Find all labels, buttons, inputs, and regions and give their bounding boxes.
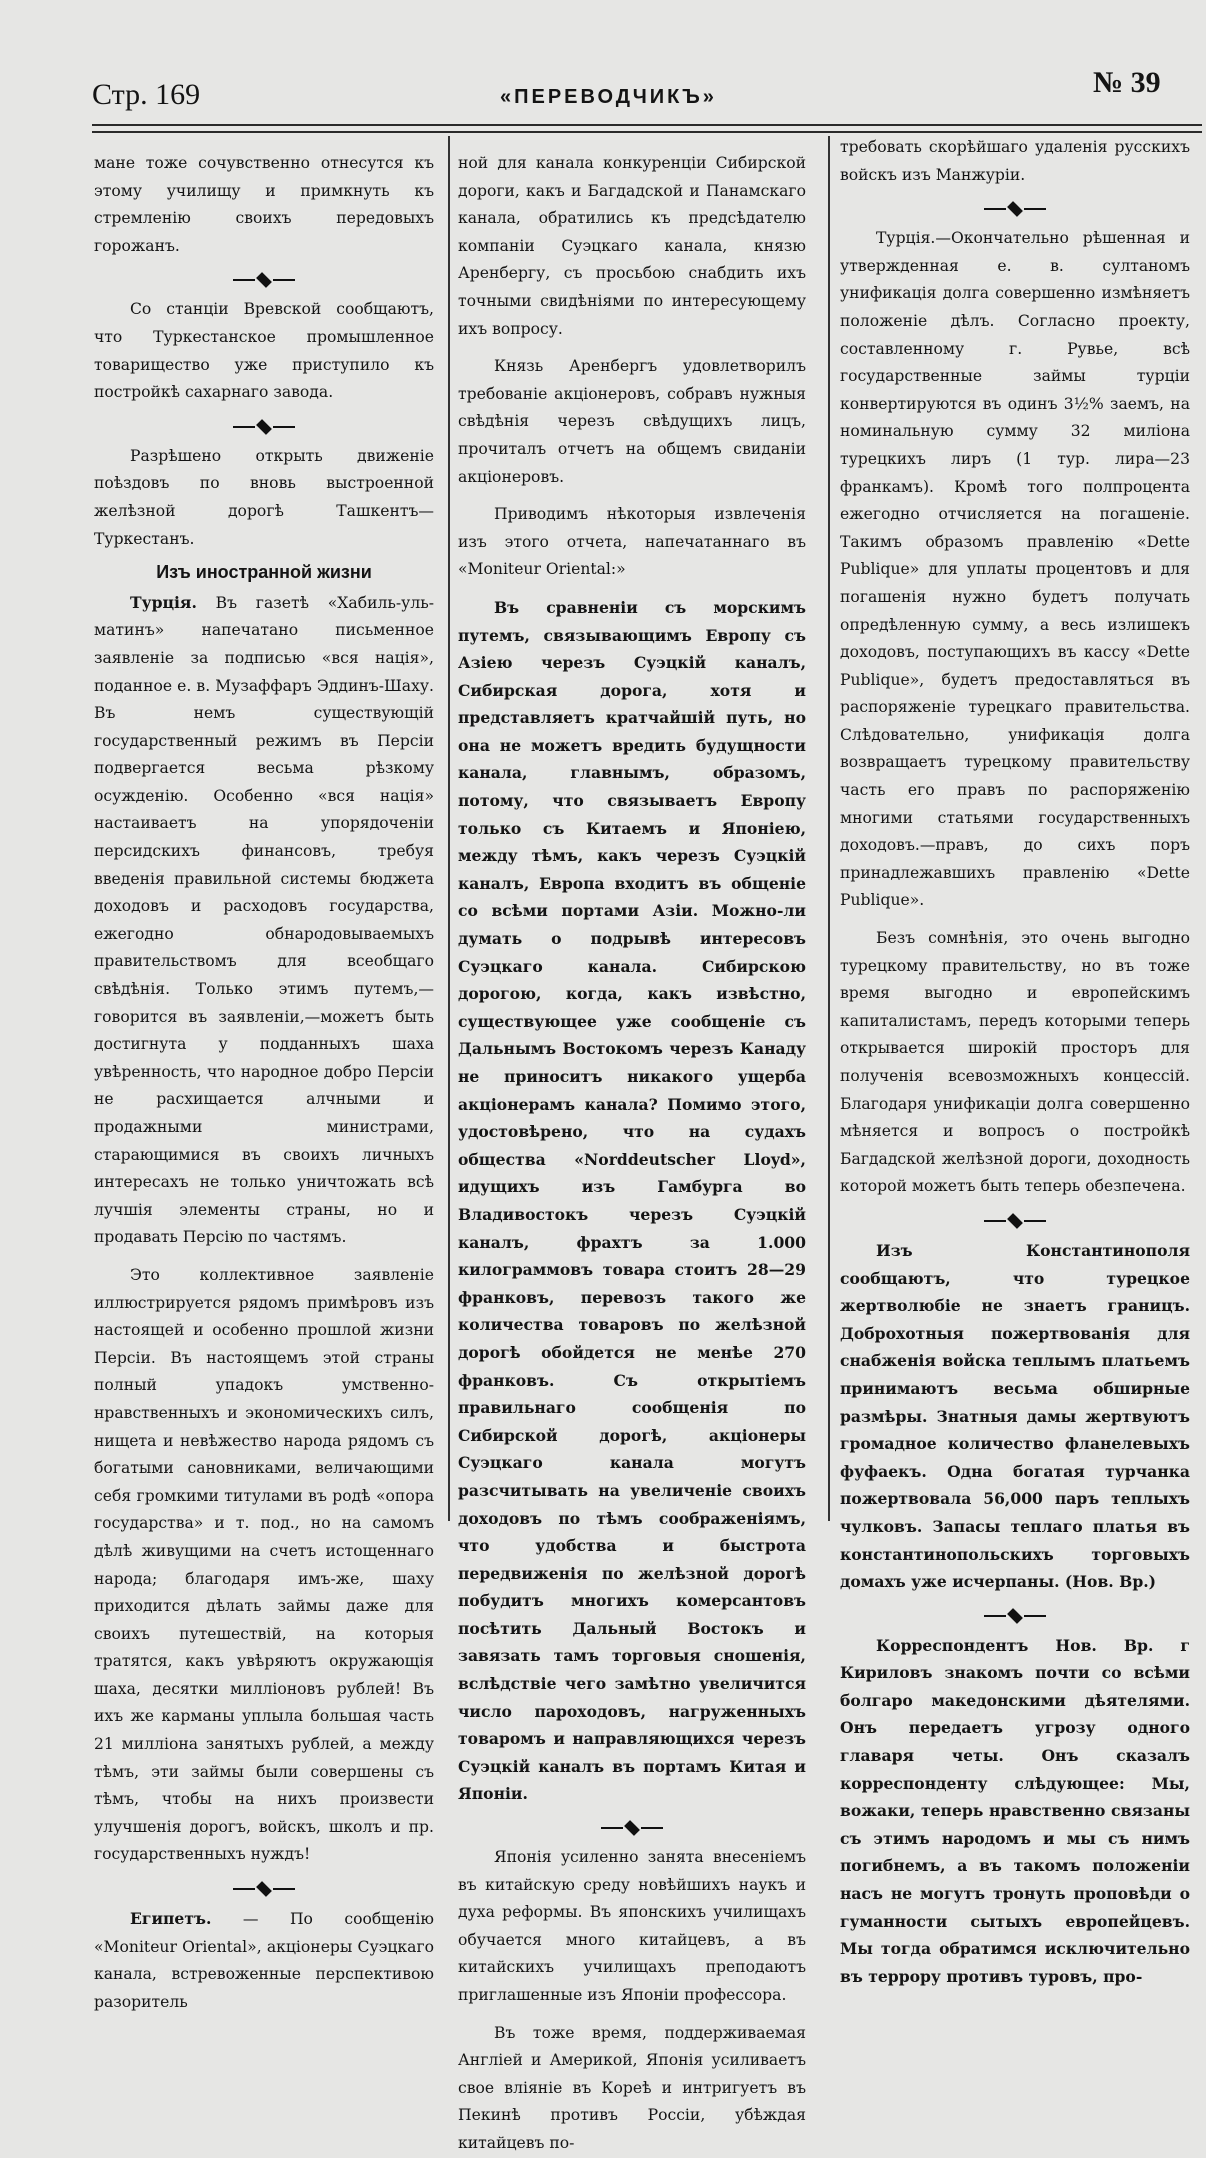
issue-number: № 39 bbox=[1093, 66, 1161, 99]
article-text: требовать скорѣйшаго удаленія русскихъ войскъ изъ Манжуріи. bbox=[840, 138, 1190, 184]
article-lead: Турція. bbox=[130, 592, 197, 612]
column-divider-1 bbox=[448, 136, 450, 1521]
article-paragraph bbox=[840, 1237, 1190, 1596]
article-paragraph bbox=[458, 594, 806, 1808]
newspaper-title: «ПЕРЕВОДЧИКЪ» bbox=[500, 86, 717, 108]
section-divider-ornament bbox=[94, 1875, 434, 1901]
article-paragraph bbox=[458, 150, 806, 343]
article-paragraph bbox=[840, 134, 1190, 189]
article-text: Турція.—Окончательно рѣшенная и утвержденная е. в. султаномъ унификація долга совершенно измѣняетъ положеніе дѣлъ. Согласно проекту, составленному г. Рувье, всѣ государственные займы турціи конвертируются въ одинъ 3½% заемъ, на номинальную сумму 32 миліона турецкихъ лиръ (1 тур. лира—23 франкамъ). Кромѣ того полпроцента ежегодно отчисляется на погашеніе. Такимъ образомъ правленію «Dette Publique» для уплаты процентовъ и для погашенія нужно будетъ получать опредѣленную сумму, а весь излишекъ доходовъ, поступающихъ въ кассу «Dette Publique», будетъ предоставляться въ распоряженіе турецкаго правительства. Слѣдовательно, унификація долга возвращаетъ турецкому правительству часть его правъ по распоряженію многими статьями государственныхъ доходовъ.—правъ, до сихъ поръ принадлежавшихъ правленію «Dette Publique». bbox=[840, 229, 1190, 910]
diamond-icon bbox=[256, 1881, 272, 1897]
article-text: Въ тоже время, поддерживаемая Англіей и Америкой, Японія усиливаетъ свое вліяніе въ Кореѣ и интригуетъ въ Пекинѣ противъ Россіи, убѣждая китайцевъ по- bbox=[458, 2023, 806, 2152]
article-text: Это коллективное заявленіе иллюстрируется рядомъ примѣровъ изъ настоящей и особенно прошлой жизни Персіи. Въ настоящемъ этой страны полный упадокъ умственно-нравственныхъ и экономическихъ силъ, нищета и невѣжество народа рядомъ съ богатыми сановниками, величающими себя громкими титулами въ родѣ «опора государства» и т. под., но на самомъ дѣлѣ живущими на счетъ истощеннаго народа; благодаря имъ-же, шаху приходится дѣлать займы даже для своихъ путешествій, на которыя тратятся, какъ увѣряютъ окружающія шаха, десятки милліоновъ рублей! Въ ихъ же карманы уплыла большая часть 21 милліона занятыхъ рублей, а между тѣмъ, эти займы были совершены съ тѣмъ, чтобы на нихъ произвести улучшенія дорогъ, войскъ, школъ и пр. государственныхъ нуждъ! bbox=[94, 1265, 434, 1864]
article-paragraph bbox=[840, 225, 1190, 915]
article-paragraph bbox=[94, 150, 434, 260]
section-divider-ornament bbox=[94, 266, 434, 292]
diamond-icon bbox=[256, 272, 272, 288]
article-text: Разрѣшено открыть движеніе поѣздовъ по вновь выстроенной желѣзной дорогѣ Ташкентъ—Туркестанъ. bbox=[94, 446, 434, 548]
article-text: — По сообщенію «Moniteur Oriental», акціонеры Суэцкаго канала, встревоженные перспективою разоритель bbox=[94, 1910, 434, 2011]
column-2 bbox=[458, 150, 806, 2158]
article-text: Безъ сомнѣнія, это очень выгодно турецкому правительству, но въ тоже время выгодно и европейскимъ капиталистамъ, передъ которыми теперь открывается широкій просторъ для полученія всевозможныхъ концессій. Благодаря унификаціи долга совершенно мѣняется и вопросъ о постройкѣ Багдадской желѣзной дороги, доходность которой можетъ быть теперь обезпечена. bbox=[840, 929, 1190, 1196]
section-divider-ornament bbox=[94, 413, 434, 439]
article-paragraph bbox=[840, 925, 1190, 1201]
article-paragraph bbox=[840, 1632, 1190, 1991]
diamond-icon bbox=[1007, 1213, 1023, 1229]
diamond-icon bbox=[624, 1820, 640, 1836]
article-text: Приводимъ нѣкоторыя извлеченія изъ этого отчета, напечатаннаго въ «Moniteur Oriental:» bbox=[458, 505, 806, 579]
article-paragraph bbox=[94, 296, 434, 406]
article-paragraph bbox=[458, 1844, 806, 2010]
article-paragraph bbox=[94, 1262, 434, 1869]
diamond-icon bbox=[1007, 201, 1023, 217]
article-text: ной для канала конкуренціи Сибирской дороги, какъ и Багдадской и Панамскаго канала, обратились къ предсѣдателю компаніи Суэцкаго канала, князю Аренбергу, съ просьбою снабдить ихъ точными свидѣніями по интересующему ихъ вопросу. bbox=[458, 154, 806, 338]
header-rule-bottom bbox=[92, 131, 1202, 133]
column-divider-2 bbox=[828, 136, 830, 1521]
article-text: Японія усиленно занята внесеніемъ въ китайскую среду новѣйшихъ наукъ и духа реформы. Въ японскихъ училищахъ обучается много китайцевъ, а въ китайскихъ училищахъ преподаютъ приглашенные изъ Японіи профессора. bbox=[458, 1848, 806, 2004]
section-divider-ornament bbox=[458, 1814, 806, 1840]
section-divider-ornament bbox=[840, 1602, 1190, 1628]
header-rule-top bbox=[92, 124, 1202, 126]
article-paragraph bbox=[94, 443, 434, 553]
diamond-icon bbox=[256, 419, 272, 435]
column-3 bbox=[840, 134, 1190, 1990]
article-paragraph bbox=[94, 589, 434, 1252]
article-paragraph bbox=[458, 353, 806, 491]
section-divider-ornament bbox=[840, 195, 1190, 221]
article-paragraph bbox=[458, 2020, 806, 2158]
column-1 bbox=[94, 150, 434, 2016]
article-text: Изъ Константинополя сообщаютъ, что турецкое жертволюбіе не знаетъ границъ. Доброхотныя пожертвованія для снабженія войска теплымъ платьемъ принимаютъ весьма обширные размѣры. Знатныя дамы жертвуютъ громадное количество фланелевыхъ фуфаекъ. Одна богатая турчанка пожертвовала 56,000 паръ теплыхъ чулковъ. Запасы теплаго платья въ константинопольскихъ торговыхъ домахъ уже исчерпаны. (Нов. Вр.) bbox=[840, 1240, 1190, 1592]
article-text: Князь Аренбергъ удовлетворилъ требованіе акціонеровъ, собравъ нужныя свѣдѣнія черезъ свѣдущихъ лицъ, прочиталъ отчетъ на общемъ свиданіи акціонеровъ. bbox=[458, 357, 806, 486]
section-heading: Изъ иностранной жизни bbox=[156, 562, 372, 583]
article-text: Въ газетѣ «Хабиль-уль-матинъ» напечатано письменное заявленіе за подписью «вся нація», поданное е. в. Музаффаръ Эддинъ-Шаху. Въ немъ существующій государственный режимъ въ Персіи подвергается весьма рѣзкому осужденію. Особенно «вся нація» настаиваетъ на упорядоченіи персидскихъ финансовъ, требуя введенія правильной системы бюджета доходовъ и расходовъ государства, ежегодно обнародовываемыхъ правительствомъ для всеобщаго свѣдѣнія. Только этимъ путемъ,—говорится въ заявленіи,—можетъ быть достигнута у подданныхъ шаха увѣренность, что народное добро Персіи не расхищается алчными и продажными министрами, старающимися въ своихъ личныхъ интересахъ не только уничтожать всѣ лучшія элементы страны, но и продавать Персію по частямъ. bbox=[94, 593, 434, 1247]
diamond-icon bbox=[1007, 1608, 1023, 1624]
article-lead: Египетъ. bbox=[130, 1909, 212, 1929]
page-number: Стр. 169 bbox=[92, 78, 201, 111]
section-divider-ornament bbox=[840, 1207, 1190, 1233]
article-paragraph bbox=[94, 1905, 434, 2016]
article-text: мане тоже сочувственно отнесутся къ этому училищу и примкнуть къ стремленію своихъ передовыхъ горожанъ. bbox=[94, 154, 434, 255]
article-text: Въ сравненіи съ морскимъ путемъ, связывающимъ Европу съ Азіею черезъ Суэцкій каналъ, Сибирская дорога, хотя и представляетъ кратчайшій путь, но она не можетъ вредить будущности канала, главнымъ, образомъ, потому, что связываетъ Европу только съ Китаемъ и Японіею, между тѣмъ, какъ черезъ Суэцкій каналъ, Европа входитъ въ общеніе со всѣми портами Азіи. Можно-ли думать о подрывѣ интересовъ Суэцкаго канала. Сибирскою дорогою, когда, какъ извѣстно, существующее уже сообщеніе съ Дальнымъ Востокомъ черезъ Канаду не приноситъ никакого ущерба акціонерамъ канала? Помимо этого, удостовѣрено, что на судахъ общества «Norddeutscher Lloyd», идущихъ изъ Гамбурга во Владивостокъ черезъ Суэцкій каналъ, фрахтъ за 1.000 килограммовъ товара стоитъ 28—29 франковъ, перевозъ такого же количества товаровъ по желѣзной дорогѣ обойдется не менѣе 270 франковъ. Съ открытіемъ правильнаго сообщенія по Сибирской дорогѣ, акціонеры Суэцкаго канала могутъ разсчитывать на увеличеніе своихъ доходовъ по тѣмъ соображеніямъ, что удобства и быстрота передвиженія по желѣзной дорогѣ побудитъ многихъ комерсантовъ посѣтить Дальный Востокъ и завязать тамъ торговыя сношенія, вслѣдствіе чего замѣтно увеличится число пароходовъ, нагруженныхъ товаромъ и направляющихся черезъ Суэцкій каналъ въ портамъ Китая и Японіи. bbox=[458, 597, 806, 1804]
article-text: Со станціи Вревской сообщаютъ, что Туркестанское промышленное товарищество уже приступило къ постройкѣ сахарнаго завода. bbox=[94, 300, 434, 402]
article-text: Корреспондентъ Нов. Вр. г Кириловъ знакомъ почти со всѣми болгаро македонскими дѣятелями. Онъ передаетъ угрозу одного главаря четы. Онъ сказалъ корреспонденту слѣдующее: Мы, вожаки, теперь нравственно связаны съ этимъ народомъ и мы съ нимъ погибнемъ, а въ такомъ положеніи насъ не могутъ тронуть проповѣди о гуманности сытыхъ европейцевъ. Мы тогда обратимся исключительно въ террору противъ туровъ, про- bbox=[840, 1635, 1190, 1986]
article-paragraph bbox=[458, 501, 806, 584]
